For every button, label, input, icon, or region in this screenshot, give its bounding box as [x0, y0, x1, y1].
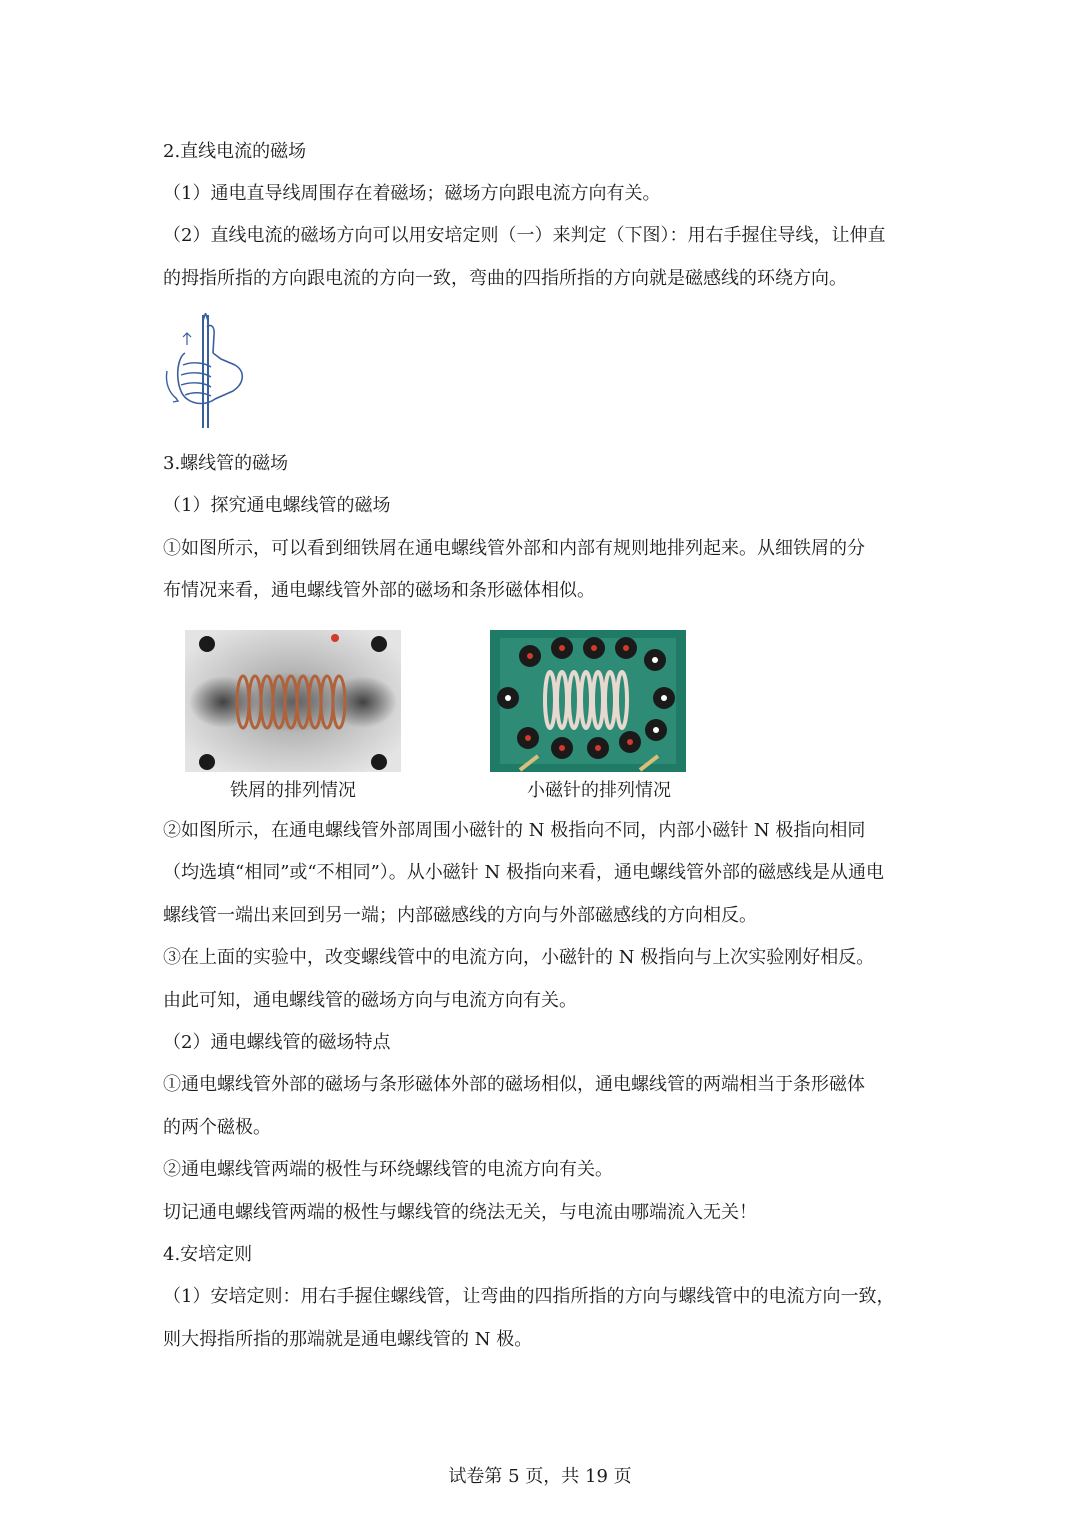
caption-compass-needles: 小磁针的排列情况	[527, 780, 671, 801]
paragraph: 则大拇指所指的那端就是通电螺线管的 N 极。	[163, 1329, 533, 1350]
paragraph: 螺线管一端出来回到另一端；内部磁感线的方向与外部磁感线的方向相反。	[163, 905, 757, 926]
paragraph: 的拇指所指的方向跟电流的方向一致，弯曲的四指所指的方向就是磁感线的环绕方向。	[163, 268, 847, 289]
right-hand-rule-figure	[163, 313, 248, 430]
paragraph: 由此可知，通电螺线管的磁场方向与电流方向有关。	[163, 990, 577, 1011]
paragraph: 布情况来看，通电螺线管外部的磁场和条形磁体相似。	[163, 580, 595, 601]
subheading: （1）探究通电螺线管的磁场	[163, 495, 391, 516]
paragraph: ①通电螺线管外部的磁场与条形磁体外部的磁场相似，通电螺线管的两端相当于条形磁体	[163, 1074, 865, 1095]
section-4-title: 4.安培定则	[163, 1244, 253, 1265]
page-footer: 试卷第 5 页，共 19 页	[448, 1466, 632, 1487]
paragraph: （均选填“相同”或“不相同”）。从小磁针 N 极指向来看，通电螺线管外部的磁感线是从通电	[163, 862, 884, 883]
paragraph: 的两个磁极。	[163, 1117, 271, 1138]
iron-filings-photo	[185, 630, 401, 772]
paragraph: ②如图所示，在通电螺线管外部周围小磁针的 N 极指向不同，内部小磁针 N 极指向相同	[163, 820, 866, 841]
compass-needles-photo	[490, 630, 686, 772]
paragraph: （2）直线电流的磁场方向可以用安培定则（一）来判定（下图）：用右手握住导线，让伸直	[163, 225, 886, 246]
paragraph: （1）安培定则：用右手握住螺线管，让弯曲的四指所指的方向与螺线管中的电流方向一致，	[163, 1286, 895, 1307]
subheading: （2）通电螺线管的磁场特点	[163, 1032, 391, 1053]
paragraph: ①如图所示，可以看到细铁屑在通电螺线管外部和内部有规则地排列起来。从细铁屑的分	[163, 538, 865, 559]
paragraph: ②通电螺线管两端的极性与环绕螺线管的电流方向有关。	[163, 1159, 613, 1180]
paragraph: ③在上面的实验中，改变螺线管中的电流方向，小磁针的 N 极指向与上次实验刚好相反。	[163, 947, 875, 968]
note: 切记通电螺线管两端的极性与螺线管的绕法无关，与电流由哪端流入无关！	[163, 1202, 757, 1223]
paragraph: （1）通电直导线周围存在着磁场；磁场方向跟电流方向有关。	[163, 183, 661, 204]
section-3-title: 3.螺线管的磁场	[163, 453, 289, 474]
caption-iron-filings: 铁屑的排列情况	[230, 780, 356, 801]
section-2-title: 2.直线电流的磁场	[163, 141, 307, 162]
